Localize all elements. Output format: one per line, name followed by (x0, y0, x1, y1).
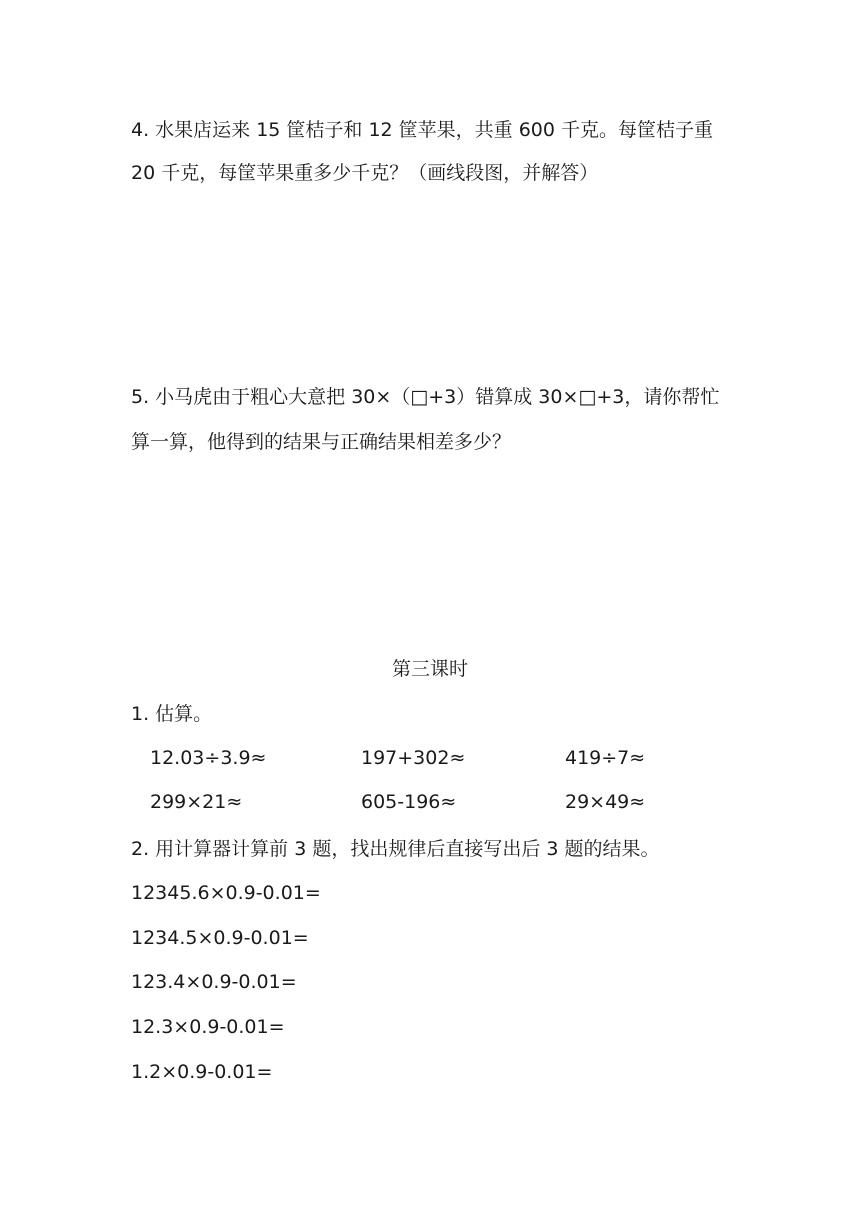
estimate-item: 197+302≈ (361, 747, 466, 769)
estimate-item: 12.03÷3.9≈ (150, 747, 267, 769)
calculation-item: 123.4×0.9-0.01= (131, 971, 297, 993)
estimate-item: 29×49≈ (565, 791, 646, 813)
estimate-item: 605-196≈ (361, 791, 457, 813)
problem-5-line-1: 5. 小马虎由于粗心大意把 30×（□+3）错算成 30×□+3，请你帮忙 (131, 386, 720, 408)
calculation-item: 1234.5×0.9-0.01= (131, 927, 309, 949)
problem-4-line-1: 4. 水果店运来 15 筐桔子和 12 筐苹果，共重 600 千克。每筐桔子重 (131, 119, 714, 141)
calculation-item: 1.2×0.9-0.01= (131, 1061, 273, 1083)
calculation-item: 12345.6×0.9-0.01= (131, 882, 321, 904)
estimate-item: 419÷7≈ (565, 747, 646, 769)
problem-5-line-2: 算一算，他得到的结果与正确结果相差多少？ (131, 431, 512, 453)
question-1-prompt: 1. 估算。 (131, 703, 213, 725)
section-title: 第三课时 (391, 658, 468, 680)
question-2-prompt: 2. 用计算器计算前 3 题，找出规律后直接写出后 3 题的结果。 (131, 838, 660, 860)
calculation-item: 12.3×0.9-0.01= (131, 1016, 285, 1038)
problem-4-line-2: 20 千克，每筐苹果重多少千克？（画线段图，并解答） (131, 162, 599, 184)
estimate-item: 299×21≈ (150, 791, 243, 813)
